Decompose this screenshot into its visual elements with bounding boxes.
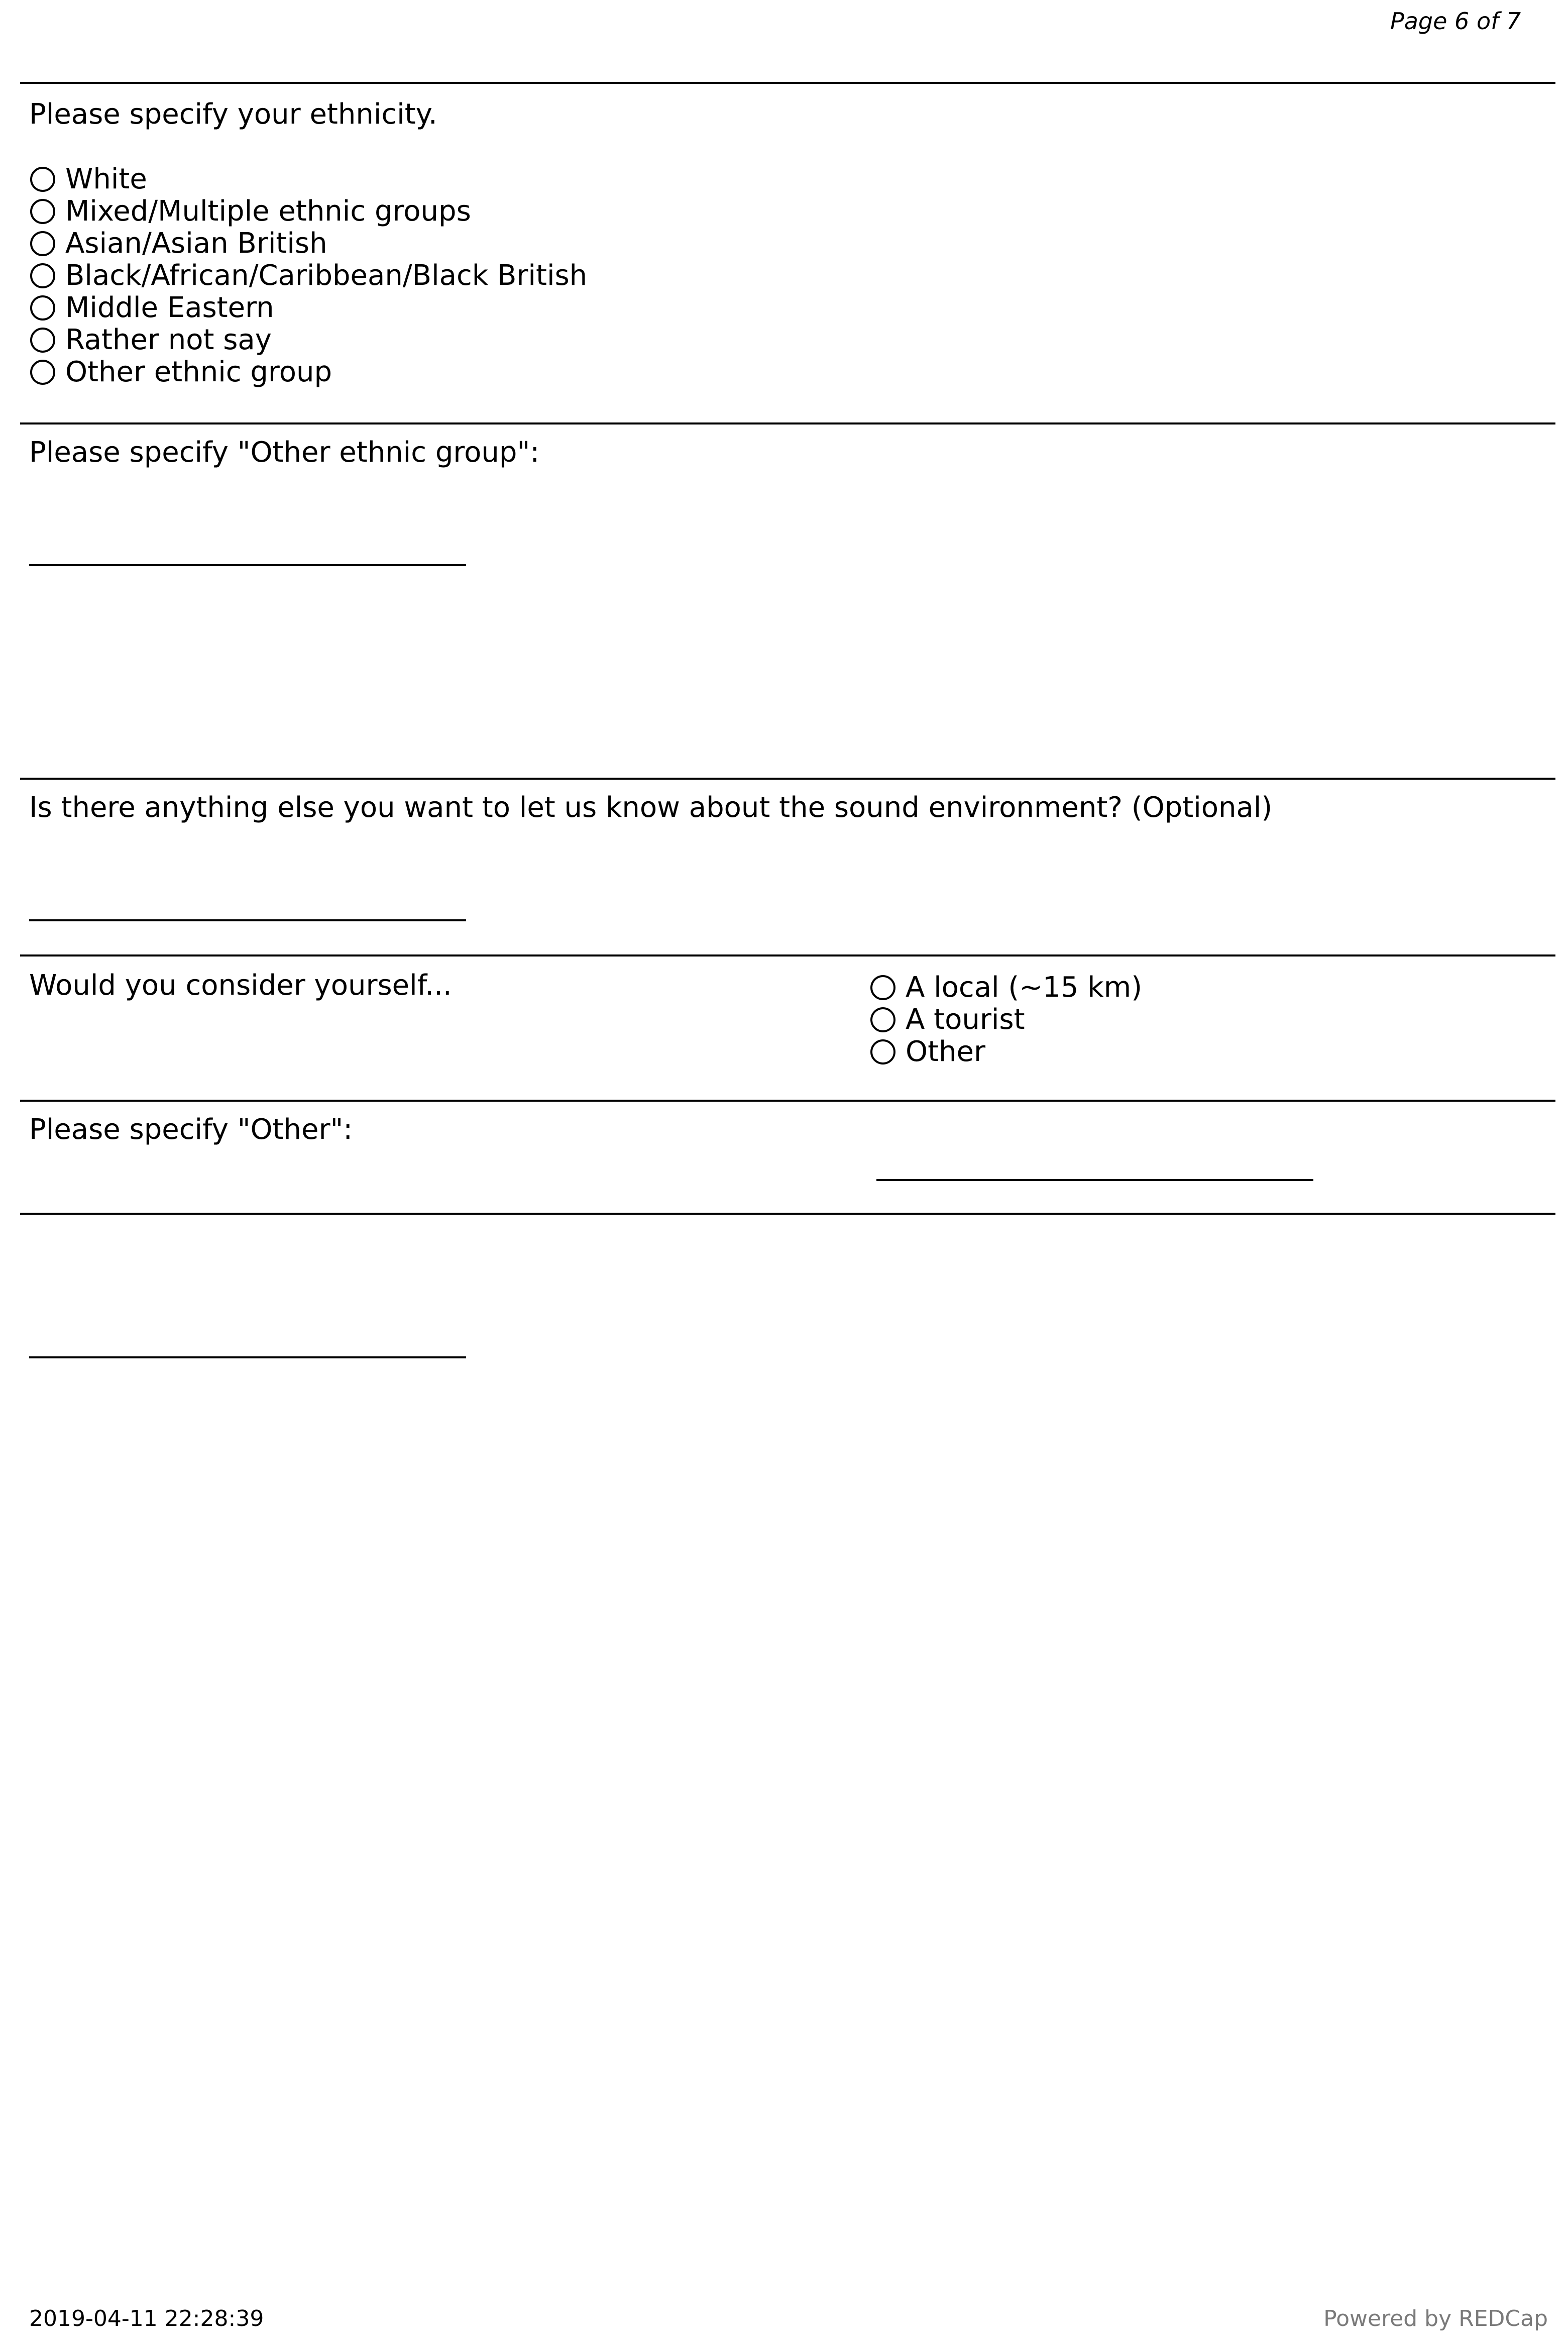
divider-local — [20, 1100, 1555, 1102]
other-specify-question: Please specify "Other": — [29, 1113, 353, 1146]
other-ethnic-question: Please specify "Other ethnic group": — [29, 436, 540, 469]
radio-option-label: White — [65, 163, 147, 195]
radio-circle-icon[interactable] — [30, 328, 55, 353]
blank-answer-input[interactable] — [29, 1356, 466, 1358]
other-ethnic-input[interactable] — [29, 564, 466, 566]
page-number: Page 6 of 7 — [1390, 8, 1521, 35]
radio-circle-icon[interactable] — [30, 199, 55, 224]
radio-circle-icon[interactable] — [30, 231, 55, 256]
radio-circle-icon[interactable] — [30, 295, 55, 321]
radio-circle-icon[interactable] — [870, 975, 895, 1000]
radio-option-white[interactable] — [30, 163, 147, 195]
radio-option-rather-not-say[interactable] — [30, 324, 272, 356]
radio-circle-icon[interactable] — [870, 1039, 895, 1065]
footer-timestamp: 2019-04-11 22:28:39 — [29, 2306, 264, 2331]
radio-option-tourist[interactable] — [870, 1004, 1025, 1036]
radio-option-label: Other — [906, 1035, 986, 1068]
radio-option-label: A tourist — [906, 1003, 1025, 1036]
radio-option-label: Asian/Asian British — [65, 227, 327, 260]
radio-option-middle-eastern[interactable] — [30, 292, 274, 324]
radio-option-asian[interactable] — [30, 228, 327, 260]
local-or-tourist-question: Would you consider yourself... — [29, 969, 452, 1002]
radio-option-label: A local (~15 km) — [906, 971, 1143, 1004]
radio-option-label: Other ethnic group — [65, 356, 332, 388]
radio-circle-icon[interactable] — [870, 1007, 895, 1032]
divider-other-specify — [20, 1213, 1555, 1215]
radio-option-label: Mixed/Multiple ethnic groups — [65, 195, 471, 228]
sound-environment-input[interactable] — [29, 919, 466, 921]
radio-option-mixed[interactable] — [30, 195, 471, 228]
radio-option-black[interactable] — [30, 260, 587, 292]
ethnicity-question: Please specify your ethnicity. — [29, 98, 437, 131]
radio-option-local[interactable] — [870, 972, 1142, 1004]
radio-circle-icon[interactable] — [30, 263, 55, 288]
other-specify-input[interactable] — [876, 1179, 1313, 1181]
radio-option-other[interactable] — [870, 1036, 985, 1068]
divider-sound — [20, 954, 1555, 956]
radio-option-other-ethnic[interactable] — [30, 356, 332, 388]
radio-option-label: Rather not say — [65, 324, 272, 356]
radio-option-label: Black/African/Caribbean/Black British — [65, 259, 588, 292]
divider-other-ethnic — [20, 778, 1555, 780]
radio-circle-icon[interactable] — [30, 360, 55, 385]
footer-powered-by: Powered by REDCap — [1323, 2306, 1548, 2331]
radio-circle-icon[interactable] — [30, 167, 55, 192]
divider-ethnicity — [20, 422, 1555, 424]
sound-environment-question: Is there anything else you want to let us know about the sound environment? (Optional) — [29, 791, 1273, 824]
divider-top — [20, 82, 1555, 84]
radio-option-label: Middle Eastern — [65, 291, 274, 324]
